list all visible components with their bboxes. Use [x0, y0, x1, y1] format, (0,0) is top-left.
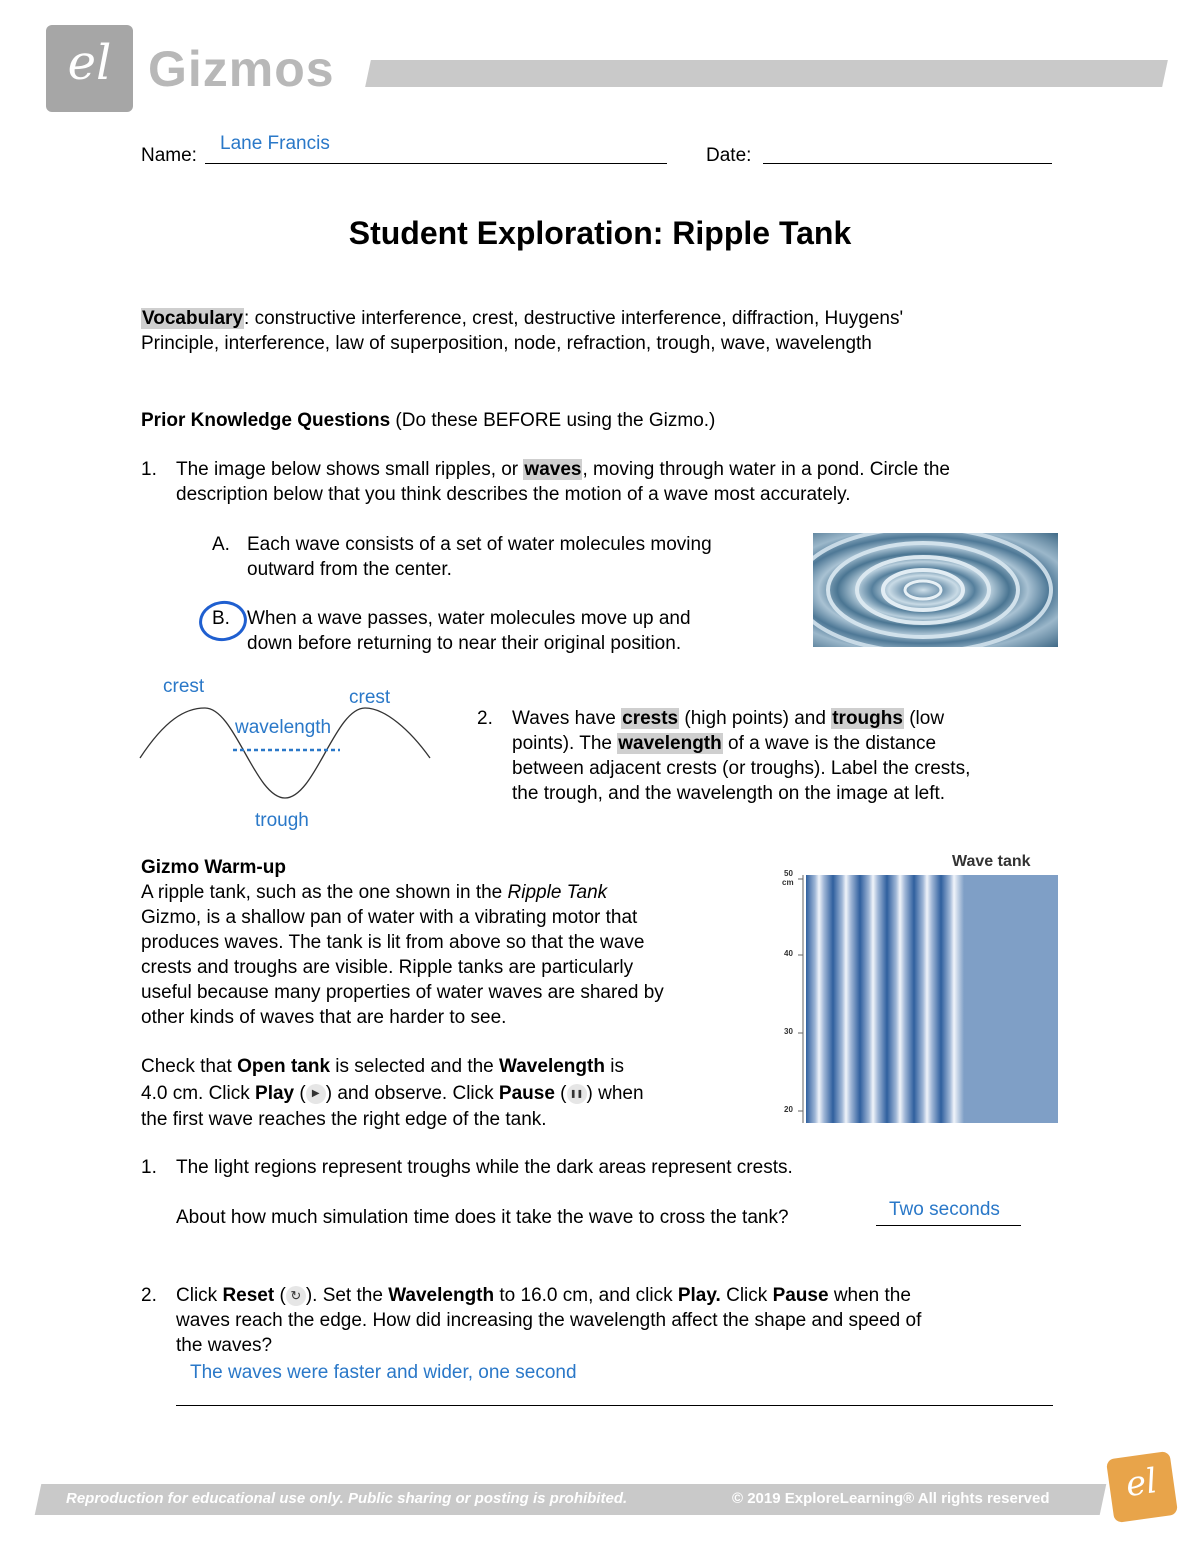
- option-b-circle: [196, 598, 249, 644]
- warmup-q2-number: 2.: [141, 1285, 157, 1306]
- wave-tank-image: [806, 875, 1058, 1123]
- date-label: Date:: [706, 145, 752, 166]
- label-crest-left: crest: [163, 676, 205, 697]
- prior-q2-line-4: the trough, and the wavelength on the image at left.: [512, 783, 946, 804]
- pause-icon: ❚❚: [567, 1084, 587, 1104]
- vocabulary-label: Vocabulary: [142, 308, 244, 329]
- warmup-q2-line-2: waves reach the edge. How did increasing the wavelength affect the shape and speed of: [176, 1310, 922, 1331]
- footer-right-text: © 2019 ExploreLearning® All rights reserved: [732, 1490, 1050, 1507]
- footer-logo-text: el: [1123, 1461, 1160, 1506]
- tank-tick-40: 40: [784, 949, 793, 958]
- warmup-p2-line-1: Check that Open tank is selected and the Wavelength is: [141, 1056, 624, 1077]
- footer-logo-mark: [1106, 1451, 1178, 1523]
- label-crest-right: crest: [349, 687, 391, 708]
- warmup-p1-line-5: useful because many properties of water waves are shared by: [141, 982, 664, 1003]
- prior-q2-number: 2.: [477, 708, 493, 729]
- tank-ruler: [796, 875, 806, 1123]
- label-wavelength: wavelength: [235, 717, 332, 738]
- footer-left-text: Reproduction for educational use only. Public sharing or posting is prohibited.: [66, 1490, 628, 1507]
- q1-line-1: The image below shows small ripples, or waves, moving through water in a pond. Circle the: [176, 459, 950, 480]
- q1-line-2: description below that you think describes the motion of a wave most accurately.: [176, 484, 851, 505]
- tank-tick-20: 20: [784, 1105, 793, 1114]
- gizmos-logo-text: Gizmos: [148, 41, 335, 97]
- option-a-line-1: Each wave consists of a set of water molecules moving: [247, 534, 712, 555]
- reset-icon: ↻: [286, 1286, 306, 1306]
- q2-answer-underline: [176, 1405, 1053, 1406]
- warmup-p2-line-2: 4.0 cm. Click Play ( ▶ ) and observe. Click Pause ( ❚❚ ) when: [141, 1083, 644, 1104]
- play-icon: ▶: [306, 1084, 326, 1104]
- warmup-q2-line-3: the waves?: [176, 1335, 273, 1356]
- tank-tick-unit: cm: [782, 878, 794, 887]
- warmup-heading: Gizmo Warm-up: [141, 857, 286, 878]
- warmup-p1-line-1: A ripple tank, such as the one shown in the Ripple Tank: [141, 882, 608, 903]
- warmup-p1-line-4: crests and troughs are visible. Ripple tanks are particularly: [141, 957, 634, 978]
- header-bar: [365, 60, 1168, 87]
- vocabulary-line-1: Vocabulary: constructive interference, crest, destructive interference, diffraction, Huygens': [142, 308, 904, 329]
- gizmos-logo-mark: [46, 25, 133, 112]
- warmup-q1-line-1: The light regions represent troughs while the dark areas represent crests.: [176, 1157, 793, 1178]
- q1-answer: Two seconds: [889, 1199, 1000, 1220]
- prior-q2-line-2: points). The wavelength of a wave is the distance: [512, 733, 937, 754]
- logo-mark-text: el: [67, 35, 112, 91]
- warmup-p1-line-6: other kinds of waves that are harder to see.: [141, 1007, 507, 1028]
- option-a-line-2: outward from the center.: [247, 559, 452, 580]
- page-title: Student Exploration: Ripple Tank: [348, 215, 852, 251]
- option-b-line-1: When a wave passes, water molecules move up and: [247, 608, 691, 629]
- warmup-p2-line-3: the first wave reaches the right edge of the tank.: [141, 1109, 547, 1130]
- option-b-letter: B.: [212, 608, 230, 629]
- prior-knowledge-heading: Prior Knowledge Questions (Do these BEFORE using the Gizmo.): [141, 410, 716, 431]
- pond-ripple-image: [813, 533, 1058, 647]
- warmup-q2-line-1: Click Reset ( ↻ ). Set the Wavelength to 16.0 cm, and click Play. Click Pause when the: [176, 1285, 911, 1306]
- label-trough: trough: [255, 810, 309, 831]
- q2-answer: The waves were faster and wider, one second: [190, 1362, 577, 1383]
- name-underline: [205, 163, 667, 164]
- prior-q2-line-3: between adjacent crests (or troughs). Label the crests,: [512, 758, 971, 779]
- name-value: Lane Francis: [220, 133, 330, 154]
- wave-tank-title: Wave tank: [952, 853, 1031, 870]
- vocabulary-line-2: Principle, interference, law of superposition, node, refraction, trough, wave, wavelength: [141, 333, 872, 354]
- tank-tick-30: 30: [784, 1027, 793, 1036]
- date-underline: [763, 163, 1052, 164]
- option-a-letter: A.: [212, 534, 230, 555]
- prior-q2-line-1: Waves have crests (high points) and troughs (low: [512, 708, 945, 729]
- q1-number: 1.: [141, 459, 157, 480]
- option-b-line-2: down before returning to near their original position.: [247, 633, 682, 654]
- ripple-rings: [813, 533, 1058, 647]
- q1-answer-underline: [876, 1225, 1021, 1226]
- warmup-q1-line-2: About how much simulation time does it take the wave to cross the tank?: [176, 1207, 789, 1228]
- warmup-p1-line-3: produces waves. The tank is lit from above so that the wave: [141, 932, 645, 953]
- name-label: Name:: [141, 145, 197, 166]
- warmup-p1-line-2: Gizmo, is a shallow pan of water with a vibrating motor that: [141, 907, 638, 928]
- warmup-q1-number: 1.: [141, 1157, 157, 1178]
- tank-tick-50: 50: [784, 869, 793, 878]
